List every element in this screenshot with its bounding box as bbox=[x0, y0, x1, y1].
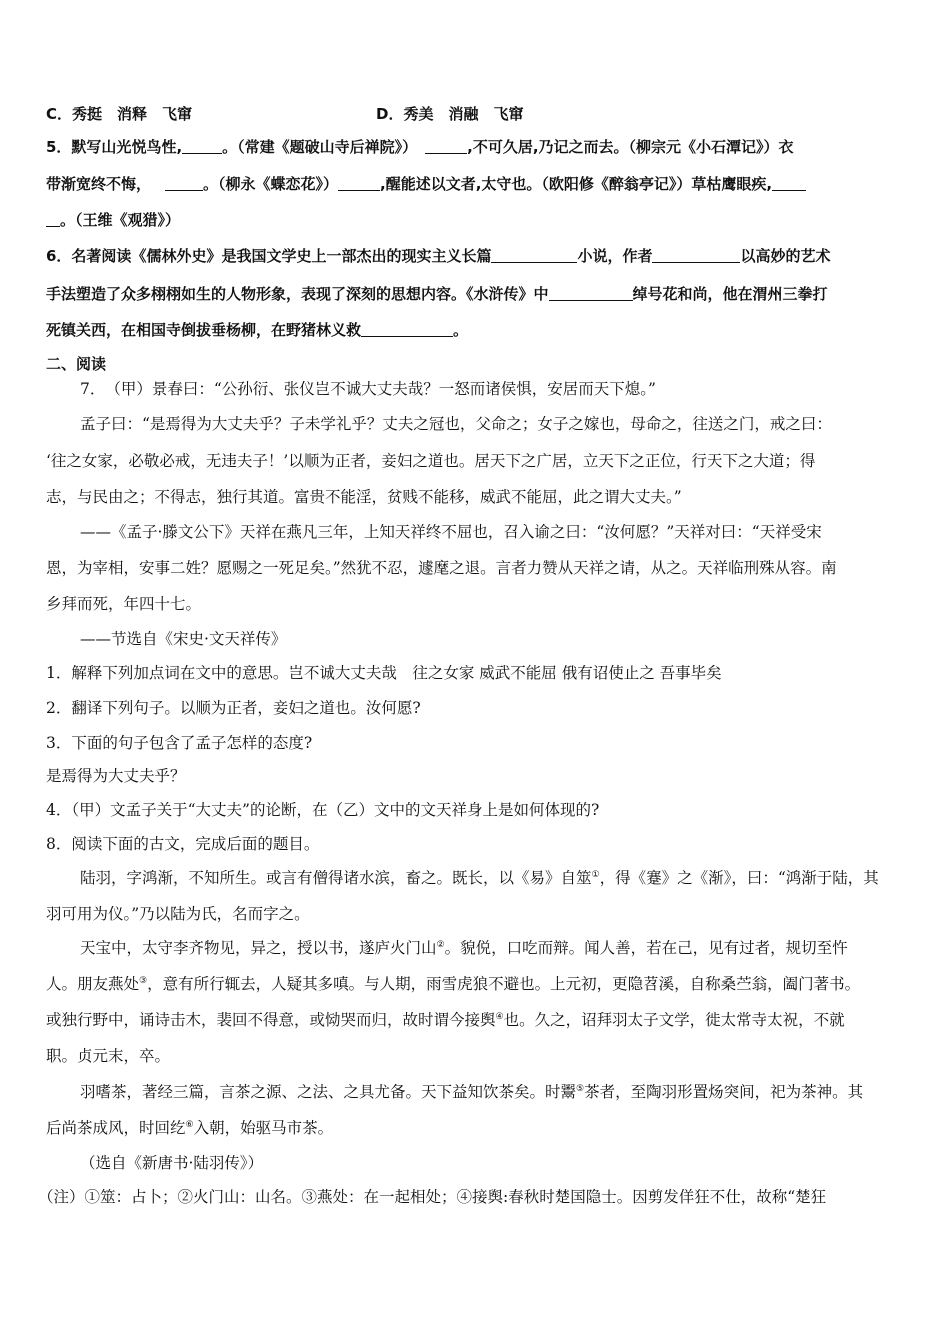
q7-yi-line: ——《孟子·滕文公下》天祥在燕凡三年，上知天祥终不屈也，召入谕之曰：“汝何愿？”天祥对曰：“天祥受宋 bbox=[80, 523, 822, 541]
fill-blank[interactable] bbox=[338, 174, 380, 191]
passage-text: 入朝，始驱马市茶。 bbox=[193, 1119, 334, 1137]
footnote-marker: ④ bbox=[495, 1011, 504, 1022]
fill-blank[interactable] bbox=[549, 284, 633, 301]
passage-text: ，意有所行辄去，人疑其多嗔。与人期，雨雪虎狼不避也。上元初，更隐苕溪，自称桑苎翁，阖门著书。 bbox=[147, 975, 861, 993]
q6-text: 。 bbox=[453, 321, 469, 339]
section-heading: 二、阅读 bbox=[46, 355, 107, 373]
q8-intro: 8．阅读下面的古文，完成后面的题目。 bbox=[46, 835, 320, 853]
passage-text: 茶者，至陶羽形置炀突间，祀为茶神。其 bbox=[584, 1083, 864, 1101]
footnote-marker: ⑥ bbox=[185, 1119, 194, 1130]
q5-line-2 bbox=[46, 174, 906, 194]
q7-sub-question-3-quote: 是焉得为大丈夫乎？ bbox=[46, 767, 186, 785]
q6-text: 绰号花和尚，他在渭州三拳打 bbox=[632, 285, 828, 303]
fill-blank[interactable] bbox=[652, 246, 740, 263]
q7-sub-question-1: 1．解释下列加点词在文中的意思。岂不诚大丈夫哉 往之女家 威武不能屈 俄有诏使止之 吾事毕矣 bbox=[46, 664, 722, 682]
q5-text: 。（常建《题破山寺后禅院》） bbox=[222, 138, 418, 156]
footnote-marker: ① bbox=[591, 869, 600, 880]
q5-line-1 bbox=[46, 137, 906, 157]
q7-jia-line: 志，与民由之；不得志，独行其道。富贵不能淫，贫贱不能移，威武不能屈，此之谓大丈夫。” bbox=[46, 488, 682, 506]
footnote-marker: ③ bbox=[139, 975, 148, 986]
q8-notes: （注）①筮：占卜；②火门山：山名。③燕处：在一起相处；④接舆:春秋时楚国隐士。因剪发佯狂不仕，故称“楚狂 bbox=[38, 1188, 827, 1206]
q8-passage-line bbox=[80, 868, 906, 888]
q7-sub-question-3: 3．下面的句子包含了孟子怎样的态度? bbox=[46, 734, 313, 752]
footnote-marker: ⑤ bbox=[576, 1083, 585, 1094]
q6-line-1 bbox=[46, 246, 906, 266]
q5-text: 5．默写山光悦鸟性, bbox=[46, 138, 183, 156]
q8-passage-line bbox=[46, 1010, 906, 1030]
q4-options-row bbox=[46, 104, 906, 124]
q8-passage-line bbox=[46, 1118, 906, 1138]
q5-text: 带渐宽终不悔， bbox=[46, 175, 152, 193]
q8-passage-line: 职。贞元末，卒。 bbox=[46, 1047, 171, 1065]
fill-blank[interactable] bbox=[425, 137, 467, 154]
passage-text: 陆羽，字鸿渐，不知所生。或言有僧得诸水滨，畜之。既长，以《易》自筮 bbox=[80, 869, 592, 887]
q7-yi-line: 恩，为宰相，安事二姓？愿赐之一死足矣。”然犹不忍，遽麾之退。言者力赞从天祥之请，从之。天祥临刑殊从容。南 bbox=[46, 559, 837, 577]
passage-text: ，得《蹇》之《渐》，曰：“鸿渐于陆，其 bbox=[599, 869, 879, 887]
q6-text: 手法塑造了众多栩栩如生的人物形象，表现了深刻的思想内容。《水浒传》中 bbox=[46, 285, 549, 303]
q6-text: 死镇关西，在相国寺倒拔垂杨柳，在野猪林义救 bbox=[46, 321, 362, 339]
q6-text: 小说，作者 bbox=[577, 247, 653, 265]
fill-blank[interactable] bbox=[491, 246, 577, 263]
q7-jia-line: ‘往之女家，必敬必戒，无违夫子！’以顺为正者，妾妇之道也。居天下之广居，立天下之正位，行天下之大道；得 bbox=[46, 452, 816, 470]
q5-text: 。（柳永《蝶恋花》） bbox=[203, 175, 339, 193]
q8-passage-line: 羽可用为仪。”乃以陆为氏，名而字之。 bbox=[46, 905, 310, 923]
q5-text: ,醒能述以文者,太守也。（欧阳修《醉翁亭记》）草枯鹰眼疾, bbox=[380, 175, 773, 193]
fill-blank[interactable] bbox=[165, 174, 203, 191]
fill-blank[interactable] bbox=[772, 174, 806, 191]
q7-source: ——节选自《宋史·文天祥传》 bbox=[80, 630, 287, 648]
option-c: C．秀挺 消释 飞窜 bbox=[46, 105, 193, 123]
q5-text: 。（王维《观猎》） bbox=[60, 211, 181, 229]
fill-blank[interactable] bbox=[182, 137, 222, 154]
fill-blank[interactable] bbox=[46, 210, 60, 227]
q5-line-3 bbox=[46, 210, 906, 230]
footnote-marker: ② bbox=[436, 939, 445, 950]
q7-jia-line: 孟子曰：“是焉得为大丈夫乎？子未学礼乎？丈夫之冠也，父命之；女子之嫁也，母命之，往送之门，戒之曰： bbox=[80, 415, 832, 433]
passage-text: 天宝中，太守李齐物见，异之，授以书，遂庐火门山 bbox=[80, 939, 437, 957]
passage-text: 或独行野中，诵诗击木，裴回不得意，或恸哭而归，故时谓今接舆 bbox=[46, 1011, 496, 1029]
passage-text: 后尚茶成风，时回纥 bbox=[46, 1119, 186, 1137]
passage-text: 。貌侻，口吃而辩。闻人善，若在己，见有过者，规切至忤 bbox=[444, 939, 848, 957]
q7-jia-line: 7． （甲）景春曰：“公孙衍、张仪岂不诚大丈夫哉？一怒而诸侯惧，安居而天下熄。” bbox=[80, 380, 656, 398]
q8-source: （选自《新唐书·陆羽传》） bbox=[80, 1154, 264, 1172]
passage-text: 羽嗜茶，著经三篇，言茶之源、之法、之具尤备。天下益知饮茶矣。时鬻 bbox=[80, 1083, 577, 1101]
q7-sub-question-4: 4．（甲）文孟子关于“大丈夫”的论断，在（乙）文中的文天祥身上是如何体现的? bbox=[46, 801, 600, 819]
q8-passage-line bbox=[80, 938, 906, 958]
passage-text: 人。朋友燕处 bbox=[46, 975, 140, 993]
q5-text: ,不可久居,乃记之而去。（柳宗元《小石潭记》）衣 bbox=[467, 138, 794, 156]
q6-text: 以高妙的艺术 bbox=[740, 247, 831, 265]
q7-yi-line: 乡拜而死，年四十七。 bbox=[46, 595, 202, 613]
q6-line-2 bbox=[46, 284, 906, 304]
option-d: D．秀美 消融 飞窜 bbox=[376, 105, 524, 123]
q8-passage-line bbox=[46, 974, 906, 994]
q7-sub-question-2: 2．翻译下列句子。以顺为正者，妾妇之道也。汝何愿? bbox=[46, 699, 421, 717]
q6-text: 6．名著阅读《儒林外史》是我国文学史上一部杰出的现实主义长篇 bbox=[46, 247, 492, 265]
q8-passage-line bbox=[80, 1082, 906, 1102]
fill-blank[interactable] bbox=[361, 320, 453, 337]
q6-line-3 bbox=[46, 320, 906, 340]
passage-text: 也。久之，诏拜羽太子文学，徙太常寺太祝，不就 bbox=[503, 1011, 845, 1029]
